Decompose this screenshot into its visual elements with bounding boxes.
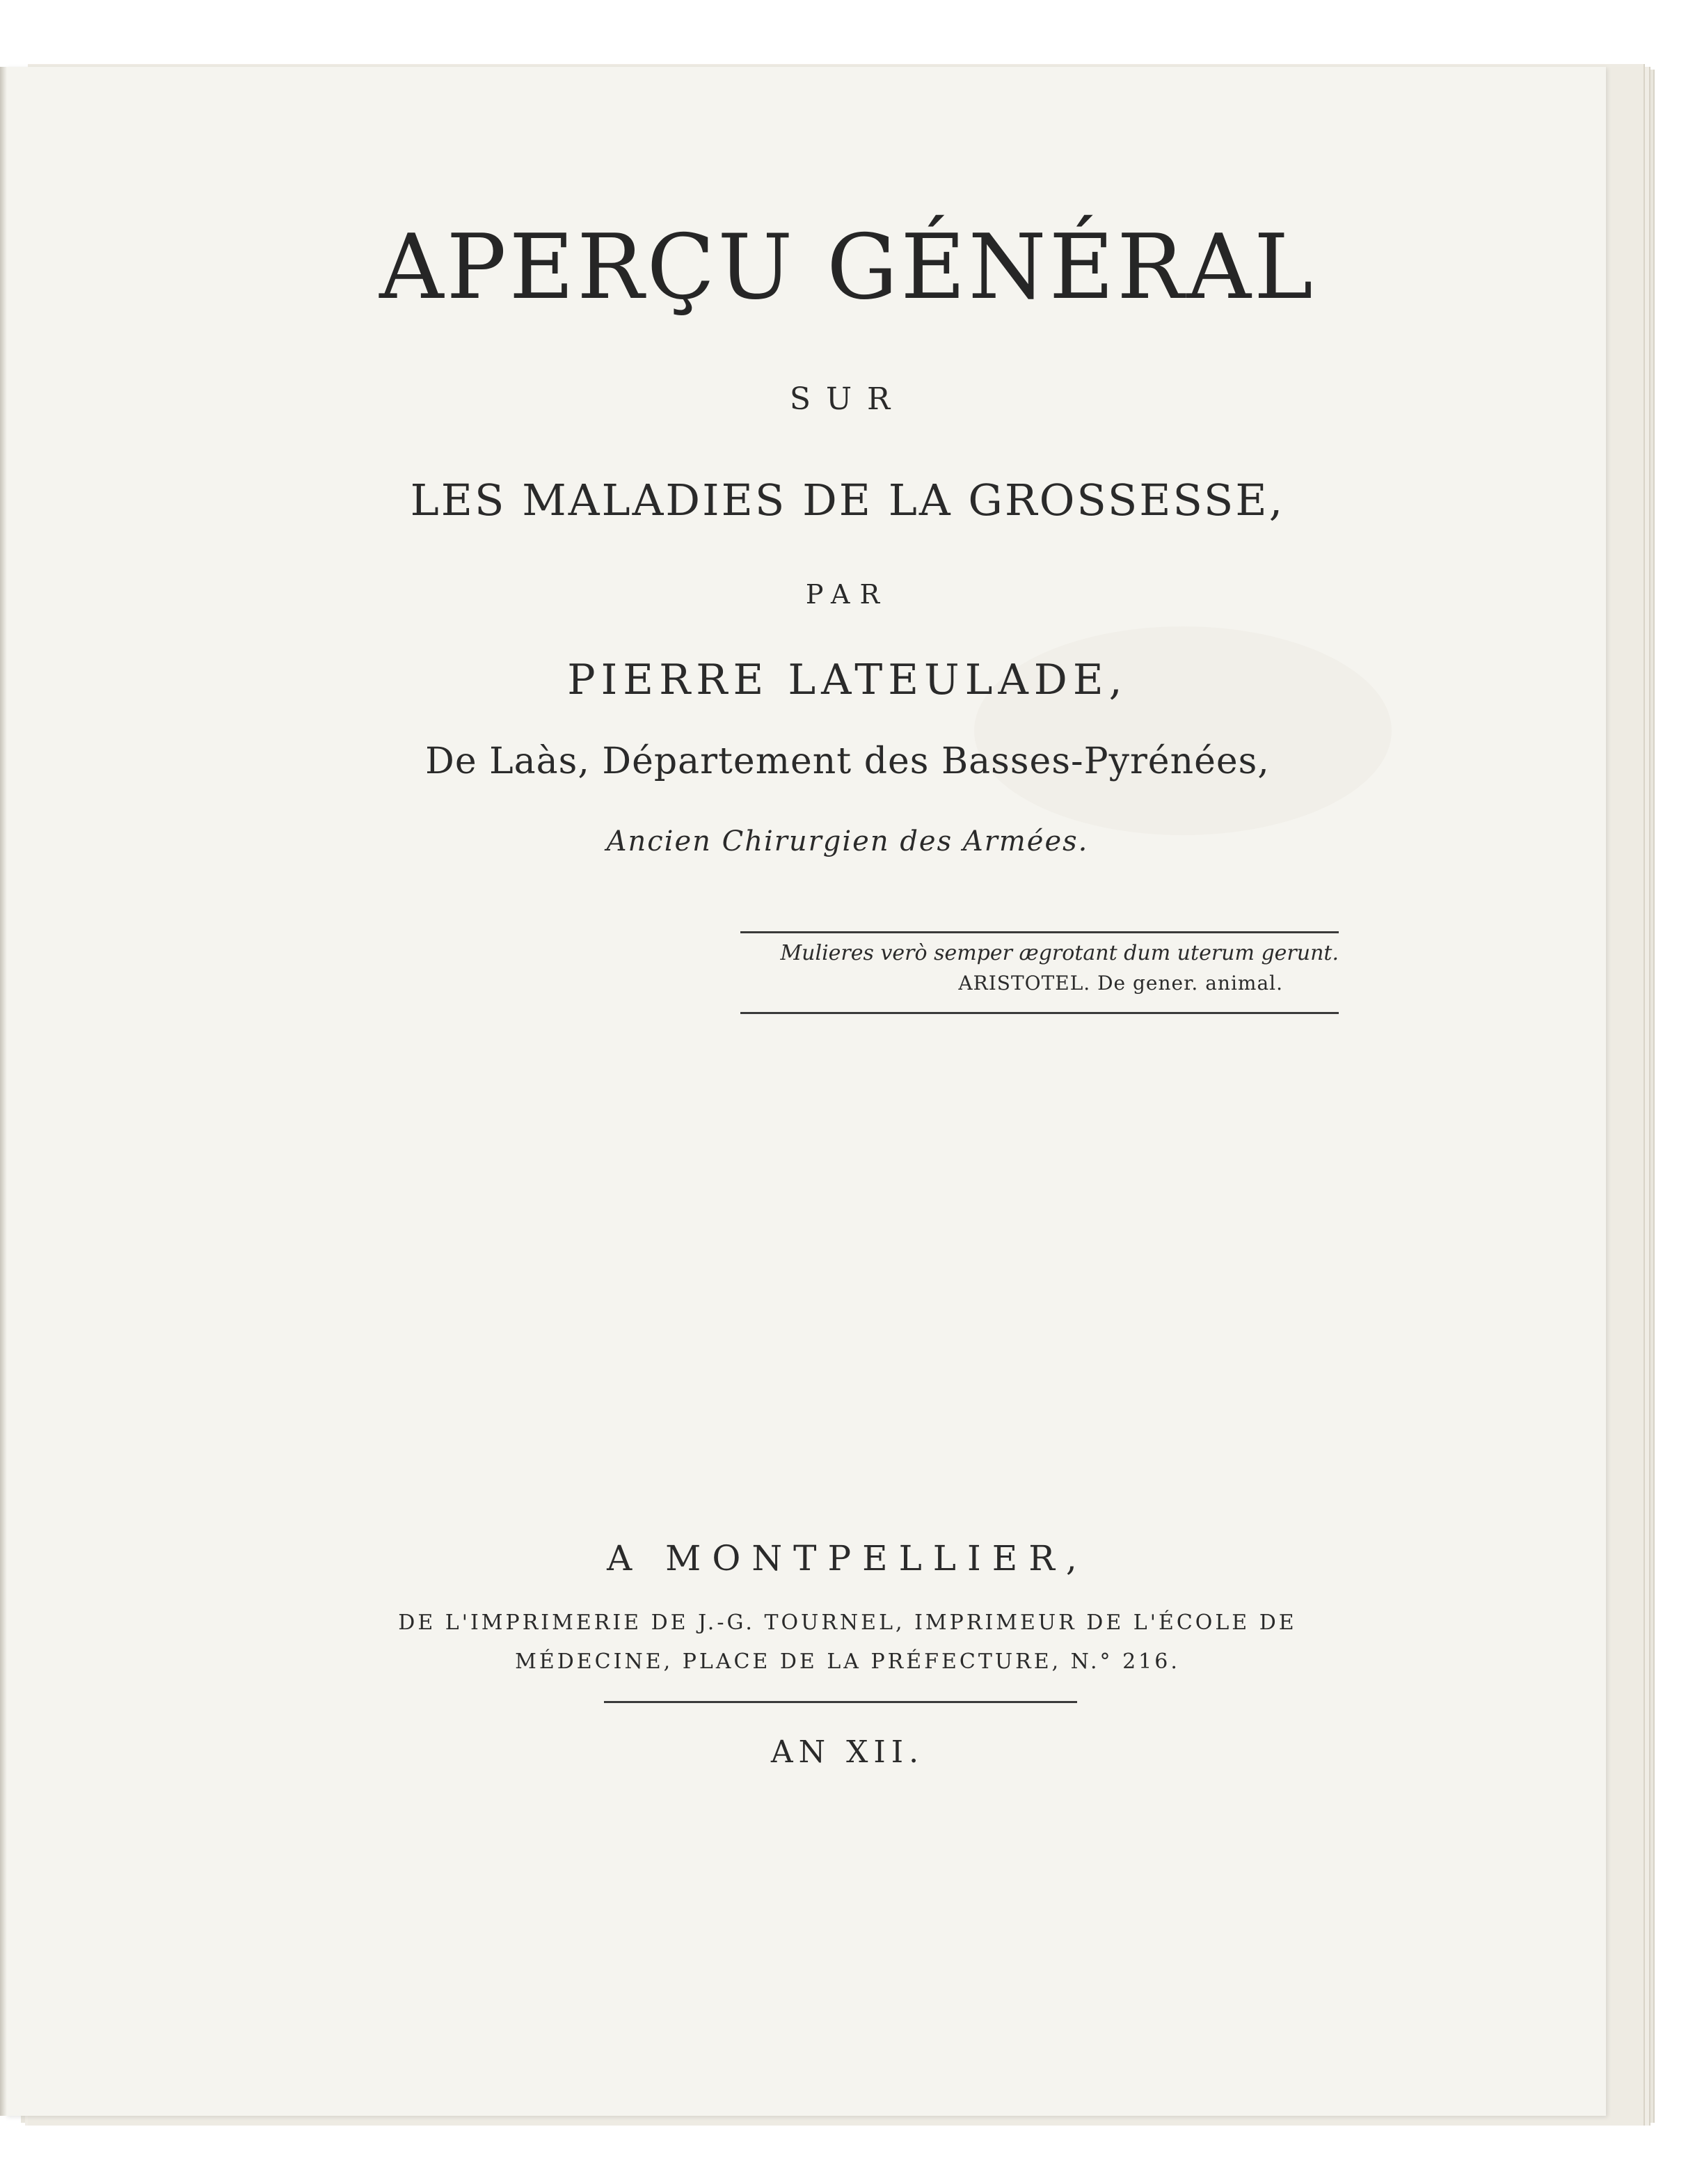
imprint-date: AN XII. [770,1734,925,1770]
imprint-printer-line-2: MÉDECINE, PLACE DE LA PRÉFECTURE, N.° 216. [515,1649,1180,1674]
book-subject: LES MALADIES DE LA GROSSESSE, [410,475,1285,525]
title-connector: SUR [789,381,906,417]
epigraph-source: ARISTOTEL. De gener. animal. [958,972,1283,995]
epigraph-bottom-rule [740,1012,1339,1014]
imprint-rule [604,1701,1077,1703]
title-page [6,67,1606,2116]
author-name: PIERRE LATEULADE, [567,656,1128,704]
author-role: Ancien Chirurgien des Armées. [606,825,1089,857]
author-origin: De Laàs, Département des Basses-Pyrénées, [425,741,1270,782]
epigraph-quote: Mulieres verò semper ægrotant dum uterum gerunt. [780,941,1339,965]
book-title: APERÇU GÉNÉRAL [379,216,1316,319]
author-prefix: PAR [805,579,890,610]
imprint-city: A MONTPELLIER, [607,1538,1088,1578]
imprint-printer-line-1: DE L'IMPRIMERIE DE J.-G. TOURNEL, IMPRIMEUR DE L'ÉCOLE DE [398,1611,1297,1635]
page-binding-shadow [0,67,7,2116]
epigraph-top-rule [740,931,1339,933]
